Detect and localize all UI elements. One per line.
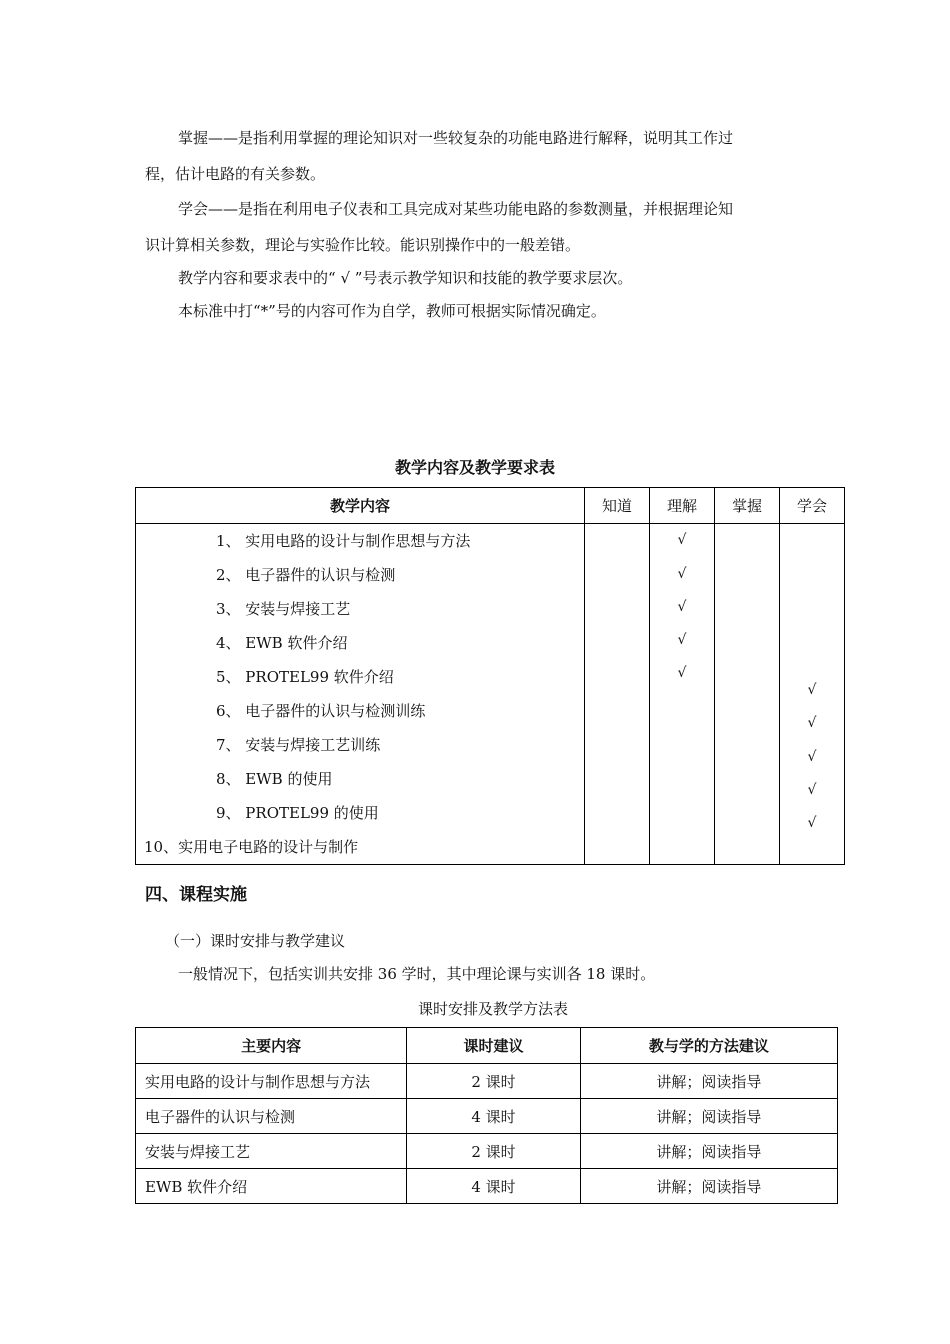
table1-items-cell bbox=[136, 524, 585, 865]
table2-header-hours: 课时建议 bbox=[407, 1028, 580, 1064]
table1-header-know: 知道 bbox=[585, 488, 650, 524]
table1-header-understand: 理解 bbox=[650, 488, 715, 524]
intro-paragraph-learn-line1: 学会——是指在利用电子仪表和工具完成对某些功能电路的参数测量，并根据理论知 bbox=[178, 200, 734, 218]
list-item: 5、 PROTEL99 软件介绍 bbox=[216, 668, 394, 686]
intro-paragraph-master-line2: 程，估计电路的有关参数。 bbox=[145, 165, 326, 183]
list-item: 1、 实用电路的设计与制作思想与方法 bbox=[216, 532, 471, 550]
table1-header-content: 教学内容 bbox=[136, 488, 585, 524]
schedule-method-table bbox=[135, 1027, 838, 1204]
list-item: 4、 EWB 软件介绍 bbox=[216, 634, 348, 652]
list-item: 2、 电子器件的认识与检测 bbox=[216, 566, 396, 584]
table-cell-hours: 2 课时 bbox=[407, 1134, 580, 1169]
table-cell-method: 讲解；阅读指导 bbox=[580, 1169, 837, 1204]
table1-know-cell bbox=[585, 524, 650, 865]
table-row bbox=[136, 1169, 838, 1204]
intro-paragraph-learn-line2: 识计算相关参数，理论与实验作比较。能识别操作中的一般差错。 bbox=[145, 236, 581, 254]
table1-master-cell bbox=[715, 524, 780, 865]
list-item: 6、 电子器件的认识与检测训练 bbox=[216, 702, 426, 720]
teaching-requirements-table bbox=[135, 487, 845, 865]
table-cell-hours: 4 课时 bbox=[407, 1169, 580, 1204]
table1-title: 教学内容及教学要求表 bbox=[394, 458, 555, 477]
list-item: 7、 安装与焊接工艺训练 bbox=[216, 736, 381, 754]
table-cell-content: 安装与焊接工艺 bbox=[136, 1134, 407, 1169]
check-mark-icon: √ bbox=[677, 665, 687, 681]
table-cell-content: 电子器件的认识与检测 bbox=[136, 1099, 407, 1134]
table2-header-method: 教与学的方法建议 bbox=[580, 1028, 837, 1064]
check-mark-icon: √ bbox=[807, 782, 817, 798]
list-item: 3、 安装与焊接工艺 bbox=[216, 600, 351, 618]
intro-paragraph-selfstudy-note: 本标准中打“*”号的内容可作为自学，教师可根据实际情况确定。 bbox=[178, 302, 606, 320]
table1-header-learn: 学会 bbox=[780, 488, 845, 524]
check-mark-icon: √ bbox=[807, 749, 817, 765]
subsection-heading: （一）课时安排与教学建议 bbox=[165, 932, 346, 950]
check-mark-icon: √ bbox=[677, 599, 687, 615]
table2-title: 课时安排及教学方法表 bbox=[417, 1000, 568, 1018]
intro-paragraph-checkmark-note: 教学内容和要求表中的“ √ ”号表示教学知识和技能的教学要求层次。 bbox=[178, 269, 633, 287]
table-row bbox=[136, 1099, 838, 1134]
list-item: 9、 PROTEL99 的使用 bbox=[216, 804, 379, 822]
check-mark-icon: √ bbox=[807, 715, 817, 731]
list-item: 10、实用电子电路的设计与制作 bbox=[144, 838, 359, 856]
table1-learn-cell bbox=[780, 524, 845, 865]
check-mark-icon: √ bbox=[807, 815, 817, 831]
section-heading: 四、课程实施 bbox=[145, 885, 247, 905]
table-row bbox=[136, 1134, 838, 1169]
table-cell-hours: 2 课时 bbox=[407, 1064, 580, 1099]
table1-body-row bbox=[136, 524, 845, 865]
check-mark-icon: √ bbox=[807, 682, 817, 698]
table1-header-master: 掌握 bbox=[715, 488, 780, 524]
intro-paragraph-master-line1: 掌握——是指利用掌握的理论知识对一些较复杂的功能电路进行解释，说明其工作过 bbox=[178, 129, 734, 147]
table-cell-method: 讲解；阅读指导 bbox=[580, 1134, 837, 1169]
table2-header-content: 主要内容 bbox=[136, 1028, 407, 1064]
table-cell-content: 实用电路的设计与制作思想与方法 bbox=[136, 1064, 407, 1099]
table-cell-hours: 4 课时 bbox=[407, 1099, 580, 1134]
check-mark-icon: √ bbox=[677, 532, 687, 548]
table-cell-method: 讲解；阅读指导 bbox=[580, 1099, 837, 1134]
list-item: 8、 EWB 的使用 bbox=[216, 770, 333, 788]
table-cell-content: EWB 软件介绍 bbox=[136, 1169, 407, 1204]
check-mark-icon: √ bbox=[677, 632, 687, 648]
section-paragraph: 一般情况下，包括实训共安排 36 学时，其中理论课与实训各 18 课时。 bbox=[178, 965, 656, 983]
table-row bbox=[136, 1064, 838, 1099]
table1-understand-cell bbox=[650, 524, 715, 865]
table2-header-row bbox=[136, 1028, 838, 1064]
table-cell-method: 讲解；阅读指导 bbox=[580, 1064, 837, 1099]
check-mark-icon: √ bbox=[677, 566, 687, 582]
table1-header-row bbox=[136, 488, 845, 524]
